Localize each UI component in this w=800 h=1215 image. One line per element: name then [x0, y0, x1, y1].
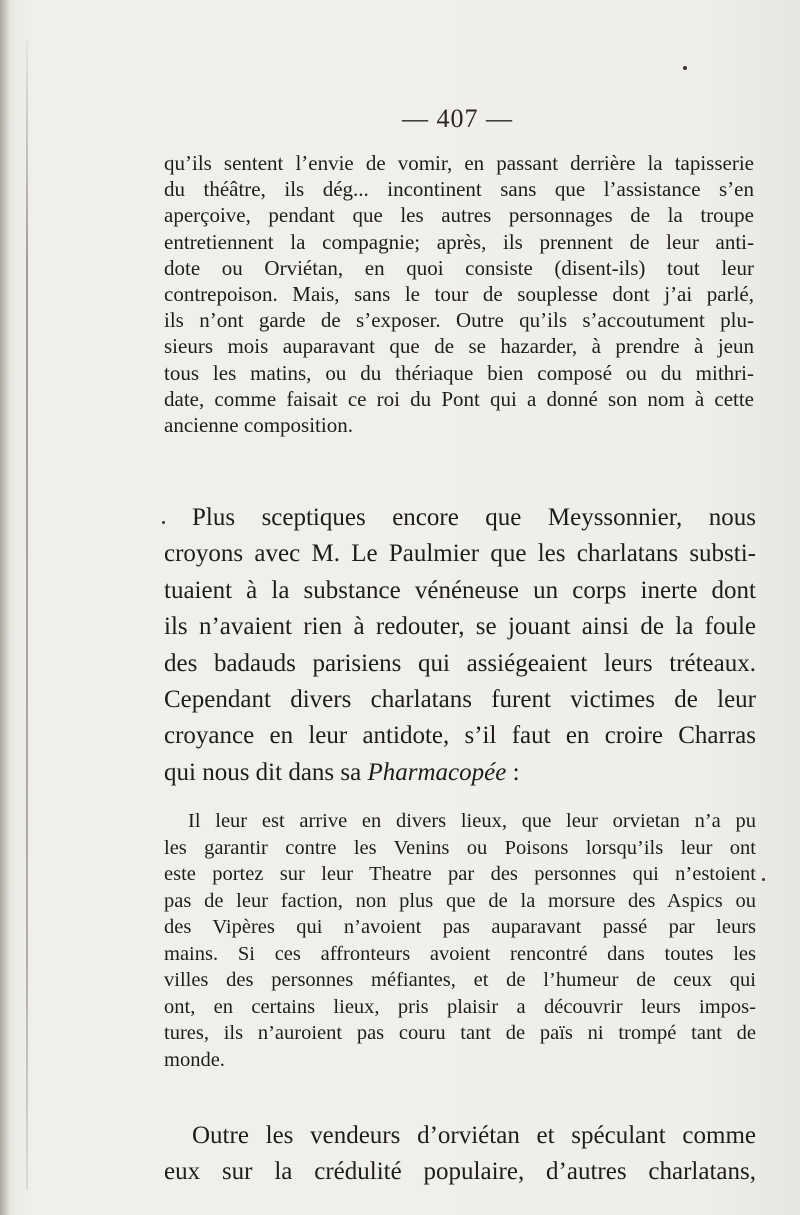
ink-speck — [162, 521, 165, 524]
binding-edge — [26, 40, 28, 1190]
text-line: tous les matins, ou du thériaque bien composé ou du mithri- — [164, 360, 754, 385]
quote-line: mains. Si ces affronteurs avoient rencontré dans toutes les — [164, 942, 756, 965]
text-line: croyons avec M. Le Paulmier que les charlatans substi- — [164, 540, 756, 568]
text-line: aperçoive, pendant que les autres personnages de la troupe — [164, 203, 754, 228]
text-line: ils n’avaient rien à redouter, se jouant ainsi de la foule — [164, 613, 756, 641]
text-fragment: : — [506, 758, 520, 786]
text-line: contrepoison. Mais, sans le tour de souplesse dont j’ai parlé, — [164, 281, 754, 306]
text-line: dote ou Orviétan, en quoi consiste (disent-ils) tout leur — [164, 255, 754, 280]
text-line: sieurs mois auparavant que de se hazarder, à prendre à jeun — [164, 334, 754, 359]
paragraph-continuation — [164, 150, 754, 438]
paragraph-next — [164, 1118, 756, 1191]
book-title: Pharmacopée — [367, 758, 507, 786]
text-line: ancienne composition. — [164, 412, 353, 437]
quote-line: villes des personnes méfiantes, et de l’humeur de ceux qui — [164, 969, 756, 991]
quote-line: les garantir contre les Venins ou Poisons lorsqu’ils leur ont — [164, 836, 756, 859]
text-line: Plus sceptiques encore que Meyssonnier, nous — [192, 504, 756, 531]
paragraph-main — [164, 500, 756, 791]
text-line: date, comme faisait ce roi du Pont qui a donné son nom à cette — [164, 386, 754, 411]
block-quotation — [164, 808, 756, 1073]
quote-line: Il leur est arrive en divers lieux, que leur orvietan n’a pu — [188, 810, 756, 832]
binding-shadow — [0, 0, 10, 1215]
text-line: qu’ils sentent l’envie de vomir, en passant derrière la tapisserie — [164, 151, 754, 175]
text-line: tuaient à la substance vénéneuse un corps inerte dont — [164, 576, 756, 604]
text-fragment: qui nous dit dans sa — [164, 758, 368, 786]
text-line: du théâtre, ils dég... incontinent sans que l’assistance s’en — [164, 177, 754, 202]
ink-speck — [762, 878, 765, 881]
quote-line: este portez sur leur Theatre par des personnes qui n’estoient — [164, 863, 756, 885]
text-line: Cependant divers charlatans furent victimes de leur — [164, 685, 756, 713]
text-line: ils n’ont garde de s’exposer. Outre qu’ils s’accoutument plu- — [164, 308, 754, 333]
quote-line: monde. — [164, 1048, 225, 1071]
quote-line: tures, ils n’auroient pas couru tant de païs ni trompé tant de — [164, 1022, 756, 1044]
text-line: Outre les vendeurs d’orviétan et spéculant comme — [192, 1122, 756, 1149]
text-line: des badauds parisiens qui assiégeaient leurs tréteaux. — [164, 649, 756, 677]
quote-line: pas de leur faction, non plus que de la morsure des Aspics ou — [164, 889, 756, 912]
quote-line: ont, en certains lieux, pris plaisir a découvrir leurs impos- — [164, 995, 756, 1018]
ink-speck — [683, 66, 687, 70]
text-line: entretiennent la compagnie; après, ils prennent de leur anti- — [164, 229, 754, 254]
quote-line: des Vipères qui n’avoient pas auparavant passé par leurs — [164, 916, 756, 938]
text-line: croyance en leur antidote, s’il faut en croire Charras — [164, 722, 756, 750]
text-line: eux sur la crédulité populaire, d’autres charlatans, — [164, 1158, 756, 1186]
page-number: — 407 — — [402, 104, 513, 133]
text-line-with-title — [164, 755, 756, 791]
